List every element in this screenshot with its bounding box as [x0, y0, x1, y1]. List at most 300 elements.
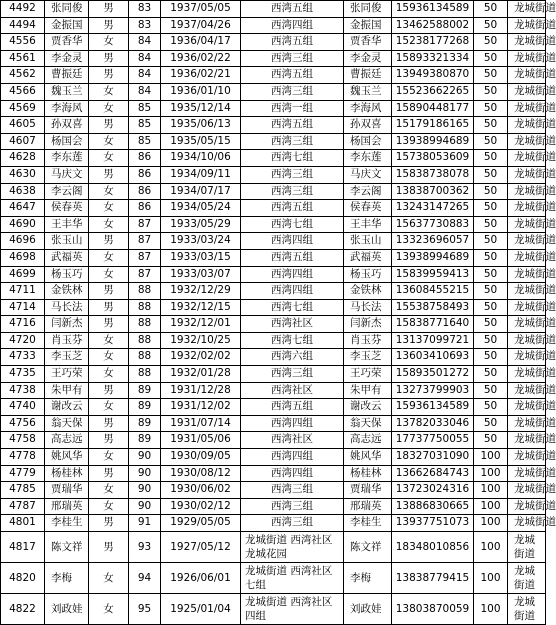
street-cell[interactable]: 龙城街道 — [508, 200, 546, 217]
name-cell[interactable]: 王丰华 — [45, 216, 89, 233]
phone-cell[interactable]: 15179186165 — [392, 117, 474, 134]
phone-cell[interactable]: 13886830665 — [392, 498, 474, 515]
gender-cell[interactable]: 女 — [89, 266, 129, 283]
recipient-cell[interactable]: 李玉芝 — [344, 349, 392, 366]
phone-cell[interactable]: 17737750055 — [392, 432, 474, 449]
gender-cell[interactable]: 女 — [89, 349, 129, 366]
recipient-cell[interactable]: 曹振廷 — [344, 67, 392, 84]
phone-cell[interactable]: 13462588002 — [392, 17, 474, 34]
age-cell[interactable]: 88 — [129, 366, 161, 383]
age-cell[interactable]: 88 — [129, 299, 161, 316]
age-cell[interactable]: 84 — [129, 50, 161, 67]
address-cell[interactable]: 西湾五组 — [241, 200, 344, 217]
name-cell[interactable]: 刘政娃 — [45, 594, 89, 625]
birthdate-cell[interactable]: 1933/03/24 — [161, 233, 241, 250]
gender-cell[interactable]: 男 — [89, 1, 129, 18]
birthdate-cell[interactable]: 1936/04/17 — [161, 34, 241, 51]
street-cell[interactable]: 龙城街道 — [508, 332, 546, 349]
address-cell[interactable]: 西湾一组 — [241, 100, 344, 117]
recipient-cell[interactable]: 杨桂林 — [344, 465, 392, 482]
amount-cell[interactable]: 50 — [474, 17, 508, 34]
address-cell[interactable]: 西湾四组 — [241, 266, 344, 283]
age-cell[interactable]: 86 — [129, 150, 161, 167]
id-cell[interactable]: 4647 — [1, 200, 45, 217]
gender-cell[interactable]: 男 — [89, 465, 129, 482]
name-cell[interactable]: 李桂生 — [45, 515, 89, 532]
birthdate-cell[interactable]: 1936/01/10 — [161, 83, 241, 100]
phone-cell[interactable]: 15893321334 — [392, 50, 474, 67]
street-cell[interactable]: 龙城街道 — [508, 1, 546, 18]
name-cell[interactable]: 杨桂林 — [45, 465, 89, 482]
amount-cell[interactable]: 50 — [474, 150, 508, 167]
street-cell[interactable]: 龙城街道 — [508, 133, 546, 150]
amount-cell[interactable]: 100 — [474, 449, 508, 466]
address-cell[interactable]: 西湾五组 — [241, 1, 344, 18]
amount-cell[interactable]: 50 — [474, 200, 508, 217]
name-cell[interactable]: 李金灵 — [45, 50, 89, 67]
age-cell[interactable]: 93 — [129, 532, 161, 563]
birthdate-cell[interactable]: 1935/12/14 — [161, 100, 241, 117]
street-cell[interactable]: 龙城街道 — [508, 216, 546, 233]
address-cell[interactable]: 西湾四组 — [241, 283, 344, 300]
street-cell[interactable]: 龙城街道 — [508, 449, 546, 466]
age-cell[interactable]: 89 — [129, 432, 161, 449]
id-cell[interactable]: 4778 — [1, 449, 45, 466]
amount-cell[interactable]: 50 — [474, 34, 508, 51]
gender-cell[interactable]: 女 — [89, 332, 129, 349]
age-cell[interactable]: 90 — [129, 465, 161, 482]
birthdate-cell[interactable]: 1932/10/25 — [161, 332, 241, 349]
gender-cell[interactable]: 男 — [89, 166, 129, 183]
age-cell[interactable]: 89 — [129, 415, 161, 432]
recipient-cell[interactable]: 侯春英 — [344, 200, 392, 217]
name-cell[interactable]: 金铁林 — [45, 283, 89, 300]
id-cell[interactable]: 4569 — [1, 100, 45, 117]
phone-cell[interactable]: 13723024316 — [392, 482, 474, 499]
address-cell[interactable]: 西湾三组 — [241, 83, 344, 100]
id-cell[interactable]: 4716 — [1, 316, 45, 333]
age-cell[interactable]: 91 — [129, 515, 161, 532]
amount-cell[interactable]: 50 — [474, 100, 508, 117]
gender-cell[interactable]: 男 — [89, 117, 129, 134]
street-cell[interactable]: 龙城街道 — [508, 498, 546, 515]
name-cell[interactable]: 邢瑞英 — [45, 498, 89, 515]
phone-cell[interactable]: 15936134589 — [392, 399, 474, 416]
recipient-cell[interactable]: 魏玉兰 — [344, 83, 392, 100]
phone-cell[interactable]: 18348010856 — [392, 532, 474, 563]
name-cell[interactable]: 武福英 — [45, 249, 89, 266]
gender-cell[interactable]: 女 — [89, 498, 129, 515]
recipient-cell[interactable]: 李海风 — [344, 100, 392, 117]
phone-cell[interactable]: 13949380870 — [392, 67, 474, 84]
amount-cell[interactable]: 50 — [474, 233, 508, 250]
phone-cell[interactable]: 13273799903 — [392, 382, 474, 399]
id-cell[interactable]: 4494 — [1, 17, 45, 34]
name-cell[interactable]: 翁天保 — [45, 415, 89, 432]
recipient-cell[interactable]: 贾香华 — [344, 34, 392, 51]
birthdate-cell[interactable]: 1930/08/12 — [161, 465, 241, 482]
address-cell[interactable]: 西湾四组 — [241, 465, 344, 482]
id-cell[interactable]: 4628 — [1, 150, 45, 167]
amount-cell[interactable]: 50 — [474, 415, 508, 432]
amount-cell[interactable]: 50 — [474, 133, 508, 150]
id-cell[interactable]: 4740 — [1, 399, 45, 416]
street-cell[interactable]: 龙城街道 — [508, 50, 546, 67]
gender-cell[interactable]: 男 — [89, 299, 129, 316]
id-cell[interactable]: 4605 — [1, 117, 45, 134]
phone-cell[interactable]: 13838779415 — [392, 563, 474, 594]
age-cell[interactable]: 86 — [129, 183, 161, 200]
recipient-cell[interactable]: 姚风华 — [344, 449, 392, 466]
age-cell[interactable]: 84 — [129, 67, 161, 84]
phone-cell[interactable]: 15838771640 — [392, 316, 474, 333]
name-cell[interactable]: 侯春英 — [45, 200, 89, 217]
age-cell[interactable]: 89 — [129, 382, 161, 399]
age-cell[interactable]: 87 — [129, 249, 161, 266]
age-cell[interactable]: 87 — [129, 233, 161, 250]
gender-cell[interactable]: 男 — [89, 415, 129, 432]
gender-cell[interactable]: 女 — [89, 594, 129, 625]
gender-cell[interactable]: 女 — [89, 34, 129, 51]
age-cell[interactable]: 89 — [129, 399, 161, 416]
name-cell[interactable]: 孙双喜 — [45, 117, 89, 134]
amount-cell[interactable]: 50 — [474, 432, 508, 449]
name-cell[interactable]: 李东莲 — [45, 150, 89, 167]
birthdate-cell[interactable]: 1926/06/01 — [161, 563, 241, 594]
id-cell[interactable]: 4607 — [1, 133, 45, 150]
recipient-cell[interactable]: 李梅 — [344, 563, 392, 594]
phone-cell[interactable]: 13662684743 — [392, 465, 474, 482]
recipient-cell[interactable]: 李金灵 — [344, 50, 392, 67]
birthdate-cell[interactable]: 1934/05/24 — [161, 200, 241, 217]
address-cell[interactable]: 西湾三组 — [241, 366, 344, 383]
birthdate-cell[interactable]: 1934/07/17 — [161, 183, 241, 200]
id-cell[interactable]: 4698 — [1, 249, 45, 266]
amount-cell[interactable]: 50 — [474, 266, 508, 283]
gender-cell[interactable]: 女 — [89, 449, 129, 466]
name-cell[interactable]: 马长法 — [45, 299, 89, 316]
recipient-cell[interactable]: 马长法 — [344, 299, 392, 316]
phone-cell[interactable]: 15838738078 — [392, 166, 474, 183]
recipient-cell[interactable]: 金铁林 — [344, 283, 392, 300]
name-cell[interactable]: 张玉山 — [45, 233, 89, 250]
birthdate-cell[interactable]: 1937/05/05 — [161, 1, 241, 18]
recipient-cell[interactable]: 闫新杰 — [344, 316, 392, 333]
age-cell[interactable]: 90 — [129, 498, 161, 515]
phone-cell[interactable]: 13243147265 — [392, 200, 474, 217]
phone-cell[interactable]: 13137099721 — [392, 332, 474, 349]
street-cell[interactable]: 龙城街道 — [508, 594, 546, 625]
age-cell[interactable]: 83 — [129, 1, 161, 18]
street-cell[interactable]: 龙城街道 — [508, 316, 546, 333]
birthdate-cell[interactable]: 1933/05/29 — [161, 216, 241, 233]
phone-cell[interactable]: 15839959413 — [392, 266, 474, 283]
street-cell[interactable]: 龙城街道 — [508, 432, 546, 449]
address-cell[interactable]: 西湾七组 — [241, 150, 344, 167]
address-cell[interactable]: 西湾社区 — [241, 316, 344, 333]
amount-cell[interactable]: 100 — [474, 498, 508, 515]
amount-cell[interactable]: 100 — [474, 465, 508, 482]
amount-cell[interactable]: 100 — [474, 563, 508, 594]
phone-cell[interactable]: 18327031090 — [392, 449, 474, 466]
name-cell[interactable]: 姚风华 — [45, 449, 89, 466]
birthdate-cell[interactable]: 1927/05/12 — [161, 532, 241, 563]
id-cell[interactable]: 4785 — [1, 482, 45, 499]
recipient-cell[interactable]: 翁天保 — [344, 415, 392, 432]
age-cell[interactable]: 85 — [129, 133, 161, 150]
age-cell[interactable]: 88 — [129, 283, 161, 300]
id-cell[interactable]: 4787 — [1, 498, 45, 515]
gender-cell[interactable]: 男 — [89, 432, 129, 449]
street-cell[interactable]: 龙城街道 — [508, 249, 546, 266]
birthdate-cell[interactable]: 1935/06/13 — [161, 117, 241, 134]
phone-cell[interactable]: 15890448177 — [392, 100, 474, 117]
address-cell[interactable]: 西湾五组 — [241, 399, 344, 416]
address-cell[interactable]: 西湾七组 — [241, 216, 344, 233]
recipient-cell[interactable]: 李东莲 — [344, 150, 392, 167]
recipient-cell[interactable]: 邢瑞英 — [344, 498, 392, 515]
street-cell[interactable]: 龙城街道 — [508, 17, 546, 34]
gender-cell[interactable]: 女 — [89, 200, 129, 217]
recipient-cell[interactable]: 张玉山 — [344, 233, 392, 250]
address-cell[interactable]: 西湾三组 — [241, 515, 344, 532]
birthdate-cell[interactable]: 1936/02/22 — [161, 50, 241, 67]
amount-cell[interactable]: 50 — [474, 316, 508, 333]
recipient-cell[interactable]: 杨玉巧 — [344, 266, 392, 283]
amount-cell[interactable]: 50 — [474, 50, 508, 67]
street-cell[interactable]: 龙城街道 — [508, 399, 546, 416]
birthdate-cell[interactable]: 1932/12/01 — [161, 316, 241, 333]
id-cell[interactable]: 4720 — [1, 332, 45, 349]
phone-cell[interactable]: 15523662265 — [392, 83, 474, 100]
gender-cell[interactable]: 男 — [89, 50, 129, 67]
street-cell[interactable]: 龙城街道 — [508, 233, 546, 250]
age-cell[interactable]: 94 — [129, 563, 161, 594]
phone-cell[interactable]: 13937751073 — [392, 515, 474, 532]
id-cell[interactable]: 4711 — [1, 283, 45, 300]
street-cell[interactable]: 龙城街道 — [508, 299, 546, 316]
id-cell[interactable]: 4714 — [1, 299, 45, 316]
amount-cell[interactable]: 50 — [474, 166, 508, 183]
age-cell[interactable]: 88 — [129, 316, 161, 333]
birthdate-cell[interactable]: 1931/12/28 — [161, 382, 241, 399]
recipient-cell[interactable]: 贾瑞华 — [344, 482, 392, 499]
name-cell[interactable]: 杨国会 — [45, 133, 89, 150]
address-cell[interactable]: 西湾五组 — [241, 117, 344, 134]
id-cell[interactable]: 4556 — [1, 34, 45, 51]
name-cell[interactable]: 闫新杰 — [45, 316, 89, 333]
recipient-cell[interactable]: 肖玉芬 — [344, 332, 392, 349]
recipient-cell[interactable]: 金振国 — [344, 17, 392, 34]
id-cell[interactable]: 4492 — [1, 1, 45, 18]
age-cell[interactable]: 85 — [129, 117, 161, 134]
name-cell[interactable]: 王巧荣 — [45, 366, 89, 383]
phone-cell[interactable]: 13838700362 — [392, 183, 474, 200]
address-cell[interactable]: 西湾三组 — [241, 166, 344, 183]
amount-cell[interactable]: 100 — [474, 594, 508, 625]
phone-cell[interactable]: 15637730883 — [392, 216, 474, 233]
street-cell[interactable]: 龙城街道 — [508, 482, 546, 499]
address-cell[interactable]: 西湾三组 — [241, 482, 344, 499]
amount-cell[interactable]: 50 — [474, 399, 508, 416]
street-cell[interactable]: 龙城街道 — [508, 117, 546, 134]
age-cell[interactable]: 84 — [129, 83, 161, 100]
id-cell[interactable]: 4699 — [1, 266, 45, 283]
gender-cell[interactable]: 女 — [89, 133, 129, 150]
birthdate-cell[interactable]: 1925/01/04 — [161, 594, 241, 625]
id-cell[interactable]: 4733 — [1, 349, 45, 366]
amount-cell[interactable]: 50 — [474, 382, 508, 399]
gender-cell[interactable]: 女 — [89, 563, 129, 594]
phone-cell[interactable]: 13608455215 — [392, 283, 474, 300]
id-cell[interactable]: 4562 — [1, 67, 45, 84]
street-cell[interactable]: 龙城街道 — [508, 100, 546, 117]
phone-cell[interactable]: 15893501272 — [392, 366, 474, 383]
address-cell[interactable]: 龙城街道 西湾社区龙城花园 — [241, 532, 344, 563]
gender-cell[interactable]: 女 — [89, 100, 129, 117]
recipient-cell[interactable]: 杨国会 — [344, 133, 392, 150]
gender-cell[interactable]: 女 — [89, 366, 129, 383]
gender-cell[interactable]: 女 — [89, 83, 129, 100]
id-cell[interactable]: 4696 — [1, 233, 45, 250]
recipient-cell[interactable]: 刘政娃 — [344, 594, 392, 625]
birthdate-cell[interactable]: 1934/09/11 — [161, 166, 241, 183]
name-cell[interactable]: 李梅 — [45, 563, 89, 594]
birthdate-cell[interactable]: 1933/03/07 — [161, 266, 241, 283]
age-cell[interactable]: 85 — [129, 100, 161, 117]
id-cell[interactable]: 4779 — [1, 465, 45, 482]
gender-cell[interactable]: 男 — [89, 17, 129, 34]
recipient-cell[interactable]: 李云阁 — [344, 183, 392, 200]
gender-cell[interactable]: 男 — [89, 316, 129, 333]
phone-cell[interactable]: 15936134589 — [392, 1, 474, 18]
phone-cell[interactable]: 13782033046 — [392, 415, 474, 432]
street-cell[interactable]: 龙城街道 — [508, 67, 546, 84]
street-cell[interactable]: 龙城街道 — [508, 366, 546, 383]
recipient-cell[interactable]: 李桂生 — [344, 515, 392, 532]
street-cell[interactable]: 龙城街道 — [508, 166, 546, 183]
street-cell[interactable]: 龙城街道 — [508, 34, 546, 51]
address-cell[interactable]: 西湾四组 — [241, 415, 344, 432]
id-cell[interactable]: 4756 — [1, 415, 45, 432]
address-cell[interactable]: 西湾五组 — [241, 67, 344, 84]
gender-cell[interactable]: 男 — [89, 67, 129, 84]
recipient-cell[interactable]: 武福英 — [344, 249, 392, 266]
phone-cell[interactable]: 15538758493 — [392, 299, 474, 316]
name-cell[interactable]: 陈文祥 — [45, 532, 89, 563]
street-cell[interactable]: 龙城街道 — [508, 183, 546, 200]
amount-cell[interactable]: 50 — [474, 83, 508, 100]
amount-cell[interactable]: 100 — [474, 515, 508, 532]
birthdate-cell[interactable]: 1932/01/28 — [161, 366, 241, 383]
id-cell[interactable]: 4638 — [1, 183, 45, 200]
age-cell[interactable]: 95 — [129, 594, 161, 625]
phone-cell[interactable]: 13603410693 — [392, 349, 474, 366]
amount-cell[interactable]: 50 — [474, 349, 508, 366]
id-cell[interactable]: 4738 — [1, 382, 45, 399]
gender-cell[interactable]: 女 — [89, 183, 129, 200]
address-cell[interactable]: 西湾三组 — [241, 498, 344, 515]
amount-cell[interactable]: 50 — [474, 283, 508, 300]
birthdate-cell[interactable]: 1933/03/15 — [161, 249, 241, 266]
address-cell[interactable]: 西湾社区 — [241, 382, 344, 399]
age-cell[interactable]: 88 — [129, 349, 161, 366]
address-cell[interactable]: 西湾社区 — [241, 432, 344, 449]
phone-cell[interactable]: 13323696057 — [392, 233, 474, 250]
age-cell[interactable]: 86 — [129, 166, 161, 183]
name-cell[interactable]: 曹振廷 — [45, 67, 89, 84]
birthdate-cell[interactable]: 1931/12/02 — [161, 399, 241, 416]
recipient-cell[interactable]: 孙双喜 — [344, 117, 392, 134]
name-cell[interactable]: 金振国 — [45, 17, 89, 34]
amount-cell[interactable]: 50 — [474, 332, 508, 349]
street-cell[interactable]: 龙城街道 — [508, 515, 546, 532]
address-cell[interactable]: 西湾六组 — [241, 349, 344, 366]
amount-cell[interactable]: 50 — [474, 67, 508, 84]
name-cell[interactable]: 谢改云 — [45, 399, 89, 416]
gender-cell[interactable]: 女 — [89, 482, 129, 499]
address-cell[interactable]: 西湾四组 — [241, 233, 344, 250]
address-cell[interactable]: 龙城街道 西湾社区七组 — [241, 563, 344, 594]
address-cell[interactable]: 龙城街道 西湾社区四组 — [241, 594, 344, 625]
street-cell[interactable]: 龙城街道 — [508, 83, 546, 100]
id-cell[interactable]: 4561 — [1, 50, 45, 67]
id-cell[interactable]: 4758 — [1, 432, 45, 449]
street-cell[interactable]: 龙城街道 — [508, 415, 546, 432]
amount-cell[interactable]: 100 — [474, 532, 508, 563]
gender-cell[interactable]: 女 — [89, 249, 129, 266]
recipient-cell[interactable]: 谢改云 — [344, 399, 392, 416]
street-cell[interactable]: 龙城街道 — [508, 283, 546, 300]
birthdate-cell[interactable]: 1930/06/02 — [161, 482, 241, 499]
gender-cell[interactable]: 女 — [89, 150, 129, 167]
address-cell[interactable]: 西湾三组 — [241, 50, 344, 67]
gender-cell[interactable]: 女 — [89, 216, 129, 233]
birthdate-cell[interactable]: 1932/02/02 — [161, 349, 241, 366]
recipient-cell[interactable]: 朱甲有 — [344, 382, 392, 399]
name-cell[interactable]: 张同俊 — [45, 1, 89, 18]
gender-cell[interactable]: 男 — [89, 532, 129, 563]
age-cell[interactable]: 86 — [129, 200, 161, 217]
birthdate-cell[interactable]: 1934/10/06 — [161, 150, 241, 167]
street-cell[interactable]: 龙城街道 — [508, 465, 546, 482]
address-cell[interactable]: 西湾三组 — [241, 183, 344, 200]
age-cell[interactable]: 83 — [129, 17, 161, 34]
phone-cell[interactable]: 13938994689 — [392, 249, 474, 266]
amount-cell[interactable]: 50 — [474, 216, 508, 233]
id-cell[interactable]: 4690 — [1, 216, 45, 233]
street-cell[interactable]: 龙城街道 — [508, 150, 546, 167]
gender-cell[interactable]: 男 — [89, 515, 129, 532]
street-cell[interactable]: 龙城街道 — [508, 382, 546, 399]
age-cell[interactable]: 84 — [129, 34, 161, 51]
id-cell[interactable]: 4566 — [1, 83, 45, 100]
amount-cell[interactable]: 50 — [474, 117, 508, 134]
amount-cell[interactable]: 50 — [474, 299, 508, 316]
amount-cell[interactable]: 50 — [474, 366, 508, 383]
amount-cell[interactable]: 50 — [474, 249, 508, 266]
street-cell[interactable]: 龙城街道 — [508, 563, 546, 594]
name-cell[interactable]: 李海风 — [45, 100, 89, 117]
address-cell[interactable]: 西湾四组 — [241, 449, 344, 466]
id-cell[interactable]: 4822 — [1, 594, 45, 625]
id-cell[interactable]: 4801 — [1, 515, 45, 532]
id-cell[interactable]: 4735 — [1, 366, 45, 383]
name-cell[interactable]: 贾香华 — [45, 34, 89, 51]
recipient-cell[interactable]: 张同俊 — [344, 1, 392, 18]
street-cell[interactable]: 龙城街道 — [508, 349, 546, 366]
birthdate-cell[interactable]: 1929/05/05 — [161, 515, 241, 532]
